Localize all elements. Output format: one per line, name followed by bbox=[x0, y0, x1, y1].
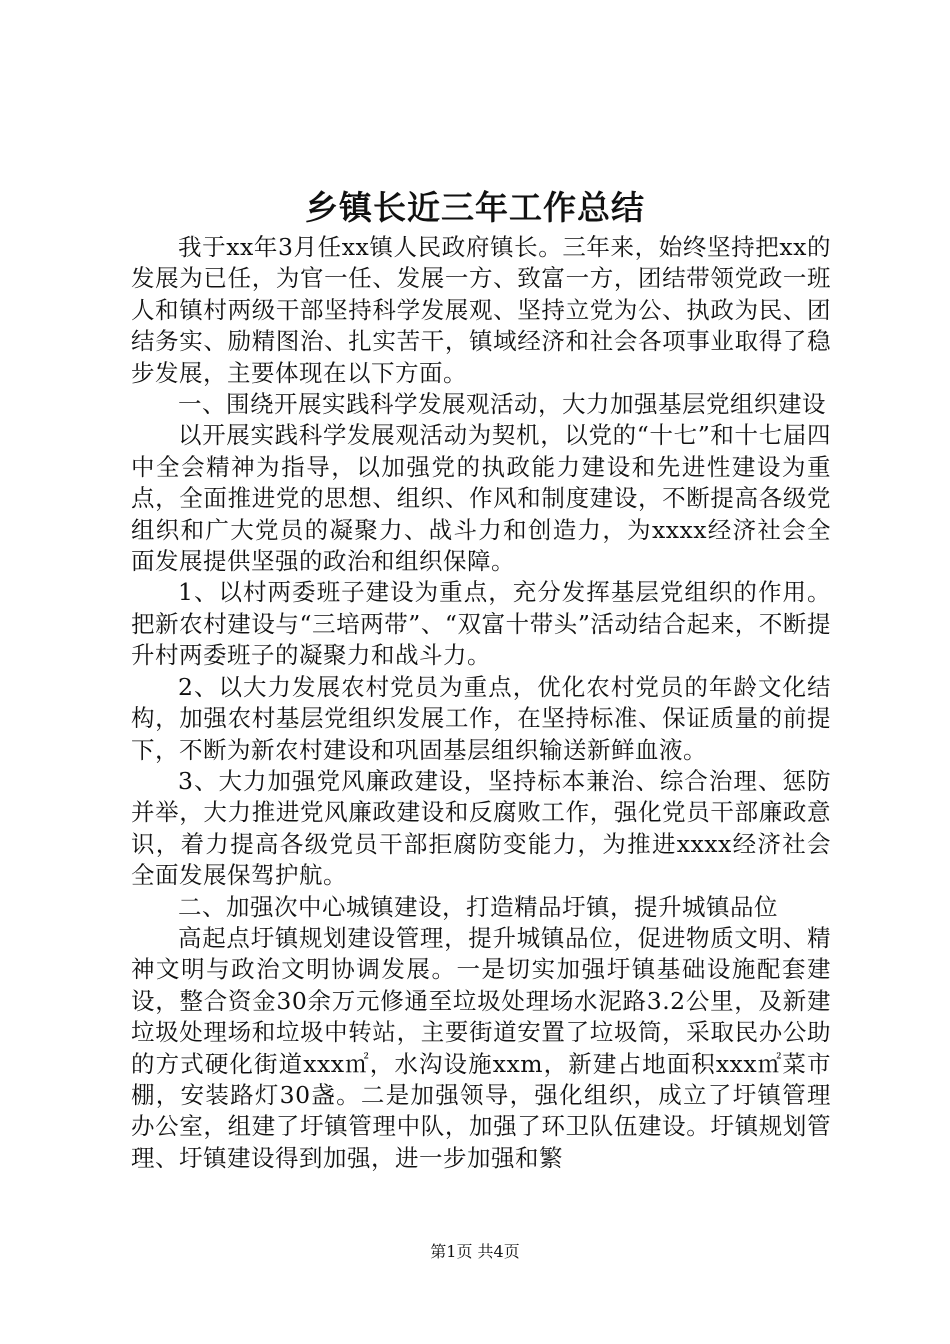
paragraph-item-1: 1、以村两委班子建设为重点，充分发挥基层党组织的作用。把新农村建设与“三培两带”、“双富十带头”活动结合起来，不断提升村两委班子的凝聚力和战斗力。 bbox=[131, 578, 831, 670]
paragraph-intro: 我于xx年3月任xx镇人民政府镇长。三年来，始终坚持把xx的发展为已任，为官一任、发展一方、致富一方，团结带领党政一班人和镇村两级干部坚持科学发展观、坚持立党为公、执政为民、团结务实、励精图治、扎实苦干，镇域经济和社会各项事业取得了稳步发展，主要体现在以下方面。 bbox=[131, 233, 831, 387]
paragraph-section-2: 高起点圩镇规划建设管理，提升城镇品位，促进物质文明、精神文明与政治文明协调发展。一是切实加强圩镇基础设施配套建设，整合资金30余万元修通至垃圾处理场水泥路3.2公里，及新建垃圾处理场和垃圾中转站，主要街道安置了垃圾筒，采取民办公助的方式硬化街道xxx㎡，水沟设施xxm，新建占地面积xxx㎡菜市棚，安装路灯30盏。二是加强领导，强化组织，成立了圩镇管理办公室，组建了圩镇管理中队，加强了环卫队伍建设。圩镇规划管理、圩镇建设得到加强，进一步加强和繁 bbox=[131, 923, 831, 1172]
document-title: 乡镇长近三年工作总结 bbox=[305, 188, 645, 227]
paragraph-section-1: 以开展实践科学发展观活动为契机，以党的“十七”和十七届四中全会精神为指导，以加强党的执政能力建设和先进性建设为重点，全面推进党的思想、组织、作风和制度建设，不断提高各级党组织和广大党员的凝聚力、战斗力和创造力，为xxxx经济社会全面发展提供坚强的政治和组织保障。 bbox=[131, 421, 831, 576]
paragraph-item-3: 3、大力加强党风廉政建设，坚持标本兼治、综合治理、惩防并举，大力推进党风廉政建设和反腐败工作，强化党员干部廉政意识，着力提高各级党员干部拒腐防变能力，为推进xxxx经济社会全面发展保驾护航。 bbox=[131, 766, 831, 890]
paragraph-item-2: 2、以大力发展农村党员为重点，优化农村党员的年龄文化结构，加强农村基层党组织发展工作，在坚持标准、保证质量的前提下，不断为新农村建设和巩固基层组织输送新鲜血液。 bbox=[131, 672, 831, 764]
section-heading-1: 一、围绕开展实践科学发展观活动，大力加强基层党组织建设 bbox=[178, 390, 826, 419]
page-footer: 第1页 共4页 bbox=[430, 1242, 520, 1261]
document-body bbox=[131, 232, 831, 1174]
section-heading-2: 二、加强次中心城镇建设，打造精品圩镇，提升城镇品位 bbox=[178, 892, 778, 921]
